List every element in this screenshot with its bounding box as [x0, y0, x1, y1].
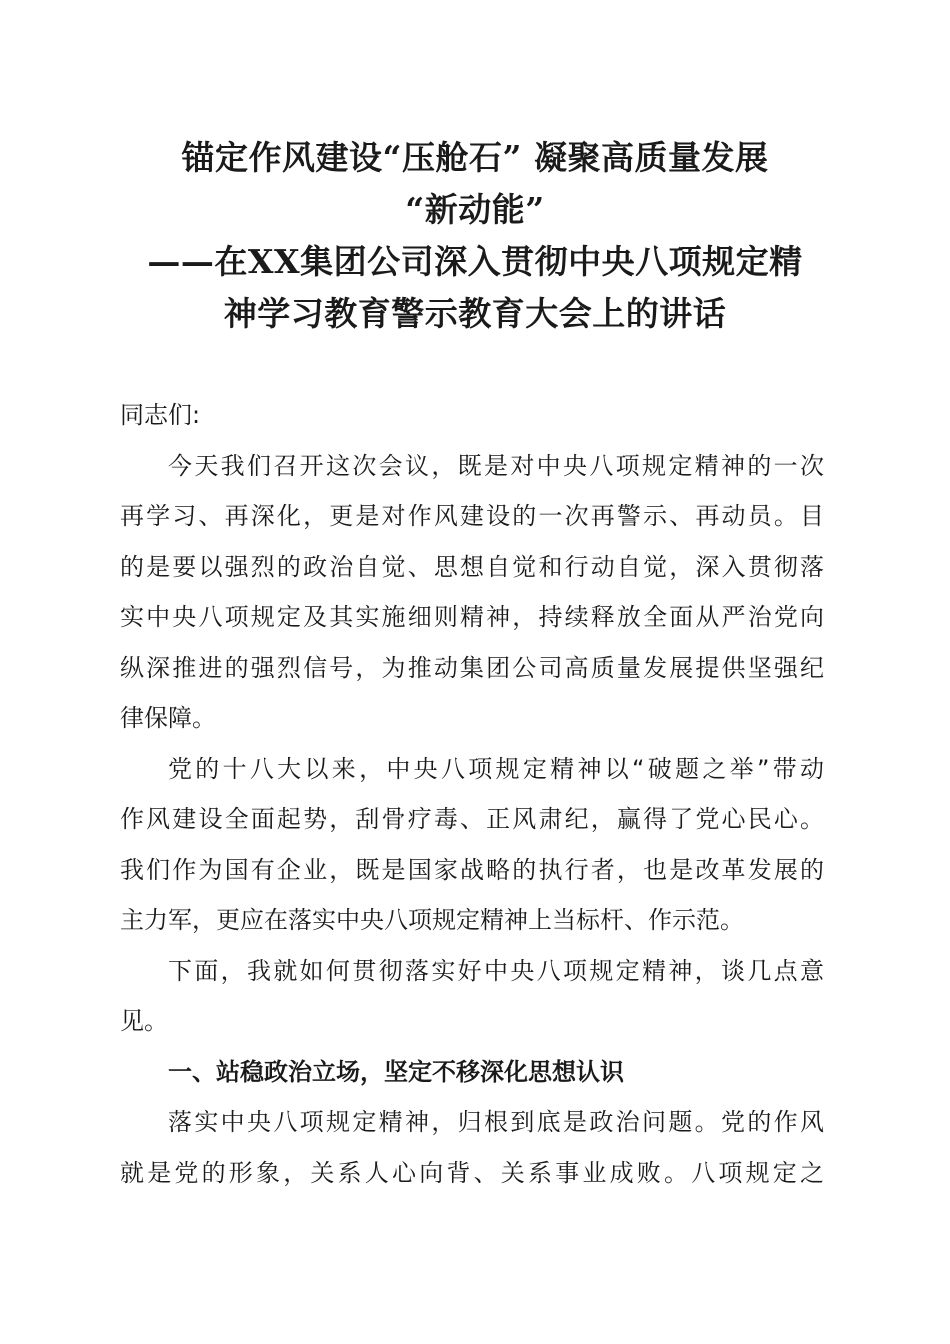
paragraph-line: 律保障。: [120, 704, 216, 732]
paragraph-line: 今天我们召开这次会议，既是对中央八项规定精神的一次: [168, 451, 824, 480]
document-body: [120, 390, 824, 1198]
section-heading: 一、站稳政治立场，坚定不移深化思想认识: [168, 1057, 624, 1086]
paragraph-line: 实中央八项规定及其实施细则精神，持续释放全面从严治党向: [120, 603, 824, 631]
subtitle-line: 神学习教育警示教育大会上的讲话: [223, 294, 727, 333]
salutation: 同志们:: [120, 401, 201, 429]
subtitle-line: ——在XX集团公司深入贯彻中央八项规定精: [147, 242, 803, 281]
paragraph-line: 落实中央八项规定精神，归根到底是政治问题。党的作风: [168, 1108, 824, 1136]
paragraph-line: 作风建设全面起势，刮骨疗毒、正风肃纪，赢得了党心民心。: [120, 805, 824, 833]
paragraph-line: 再学习、再深化，更是对作风建设的一次再警示、再动员。目: [120, 502, 824, 530]
document-title: [110, 132, 840, 340]
paragraph-line: 就是党的形象，关系人心向背、关系事业成败。八项规定之: [120, 1158, 824, 1187]
paragraph-line: 的是要以强烈的政治自觉、思想自觉和行动自觉，深入贯彻落: [120, 552, 824, 581]
paragraph-section-one: [120, 1097, 824, 1198]
title-line: 锚定作风建设“压舱石” 凝聚高质量发展: [181, 138, 769, 177]
paragraph-background: [120, 744, 824, 946]
paragraph-line: 见。: [120, 1007, 168, 1035]
paragraph-opening: [120, 441, 824, 744]
paragraph-line: 下面，我就如何贯彻落实好中央八项规定精神，谈几点意: [168, 956, 824, 985]
paragraph-line: 主力军，更应在落实中央八项规定精神上当标杆、作示范。: [120, 906, 744, 934]
title-line: “新动能”: [405, 190, 545, 229]
paragraph-line: 我们作为国有企业，既是国家战略的执行者，也是改革发展的: [120, 855, 824, 884]
paragraph-line: 纵深推进的强烈信号，为推动集团公司高质量发展提供坚强纪: [120, 653, 824, 682]
paragraph-transition: [120, 946, 824, 1047]
paragraph-line: 党的十八大以来，中央八项规定精神以“破题之举”带动: [168, 754, 824, 783]
